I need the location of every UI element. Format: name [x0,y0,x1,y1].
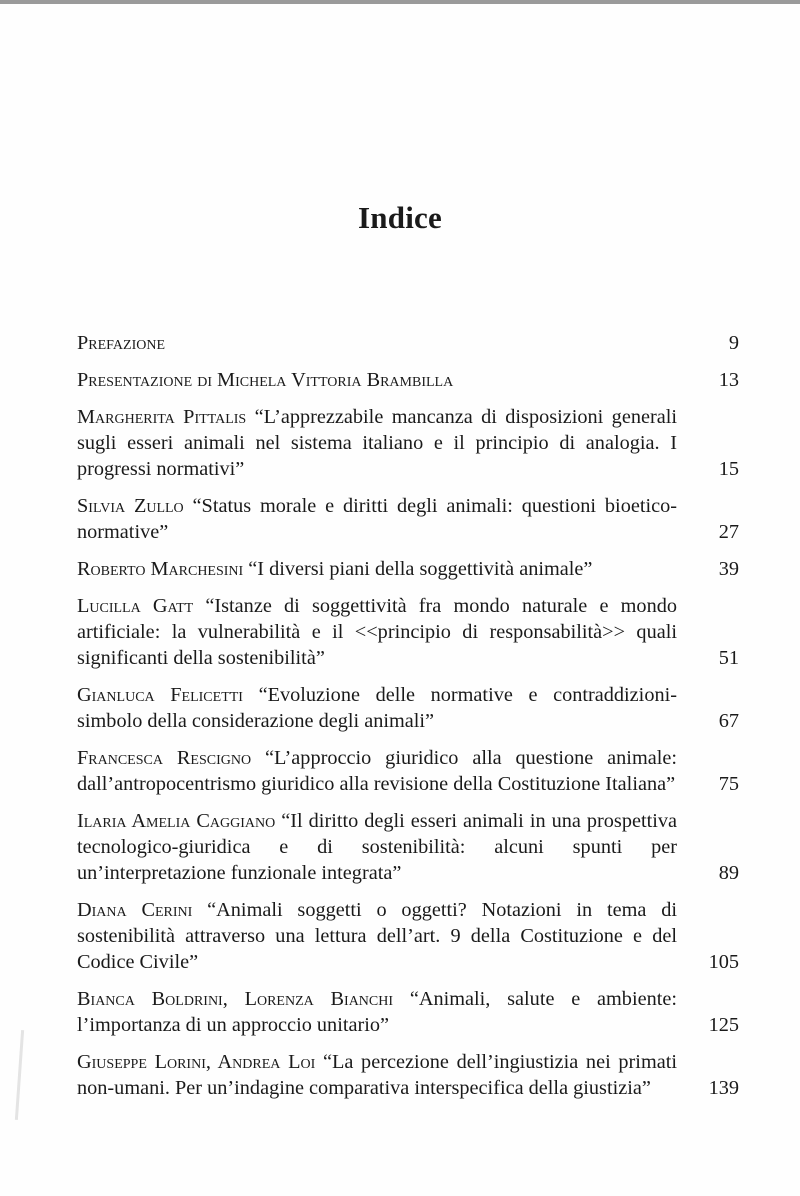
page-top-edge [0,0,800,4]
entry-author: Roberto Marchesini [77,558,244,580]
toc-entry-rescigno [77,745,739,797]
entry-title: “Status morale e diritti degli animali: questioni bioetico-normative” [77,495,678,543]
entry-title: “La percezione dell’ingiustizia nei primati non-umani. Per un’indagine comparativa interspecifica della giustizia” [77,1051,677,1099]
entry-author: Ilaria Amelia Caggiano [77,810,276,832]
entry-title: “Evoluzione delle normative e contraddizioni-simbolo della considerazione degli animali” [77,684,677,732]
entry-page-number: 75 [718,773,739,795]
entry-author: Silvia Zullo [77,495,184,517]
toc-entry-felicetti [77,682,739,734]
entry-page-number: 9 [728,332,739,354]
entry-author: Margherita Pittalis [77,406,247,428]
entry-title: “Il diritto degli esseri animali in una prospettiva tecnologico-giuridica e di sostenibilità: alcuni spunti per un’interpretazione funzionale integrata” [77,810,678,884]
toc-entry-gatt [77,593,739,671]
entry-page-number: 139 [708,1077,739,1099]
entry-author: Gianluca Felicetti [77,684,243,706]
entry-title: “L’apprezzabile mancanza di disposizioni generali sugli esseri animali nel sistema italiano e il principio di analogia. I progressi normativi” [77,406,677,480]
entry-page-number: 39 [718,558,739,580]
toc-entry-marchesini [77,556,739,582]
table-of-contents [77,330,739,1112]
entry-title: “Animali, salute e ambiente: l’importanza di un approccio unitario” [77,988,677,1036]
toc-entry-boldrini-bianchi [77,986,739,1038]
entry-title: “Istanze di soggettività fra mondo naturale e mondo artificiale: la vulnerabilità e il <<principio di responsabilità>> quali significanti della sostenibilità” [77,595,677,669]
entry-author: Bianca Boldrini, Lorenza Bianchi [77,988,394,1010]
toc-entry-cerini [77,897,739,975]
toc-entry-presentazione [77,367,739,393]
entry-page-number: 105 [708,951,739,973]
entry-title: “Animali soggetti o oggetti? Notazioni in tema di sostenibilità attraverso una lettura dell’art. 9 della Costituzione e del Codice Civile” [77,899,677,973]
entry-author: Giuseppe Lorini, Andrea Loi [77,1051,316,1073]
entry-author: Prefazione [77,332,166,354]
entry-page-number: 27 [718,521,739,543]
entry-title: “L’approccio giuridico alla questione animale: dall’antropocentrismo giuridico alla revisione della Costituzione Italiana” [77,747,677,795]
toc-entry-prefazione [77,330,739,356]
toc-entry-zullo [77,493,739,545]
entry-author: Francesca Rescigno [77,747,252,769]
entry-page-number: 51 [718,647,739,669]
entry-page-number: 15 [718,458,739,480]
entry-page-number: 125 [708,1014,739,1036]
entry-page-number: 89 [718,862,739,884]
toc-entry-pittalis [77,404,739,482]
page-title: Indice [358,200,442,235]
toc-entry-caggiano [77,808,739,886]
toc-entry-lorini-loi [77,1049,739,1101]
paper-mark [15,1030,24,1120]
entry-author: Lucilla Gatt [77,595,194,617]
entry-author: Presentazione di Michela Vittoria Brambilla [77,369,454,391]
entry-page-number: 13 [718,369,739,391]
entry-author: Diana Cerini [77,899,193,921]
entry-page-number: 67 [718,710,739,732]
entry-title: “I diversi piani della soggettività animale” [248,558,593,580]
